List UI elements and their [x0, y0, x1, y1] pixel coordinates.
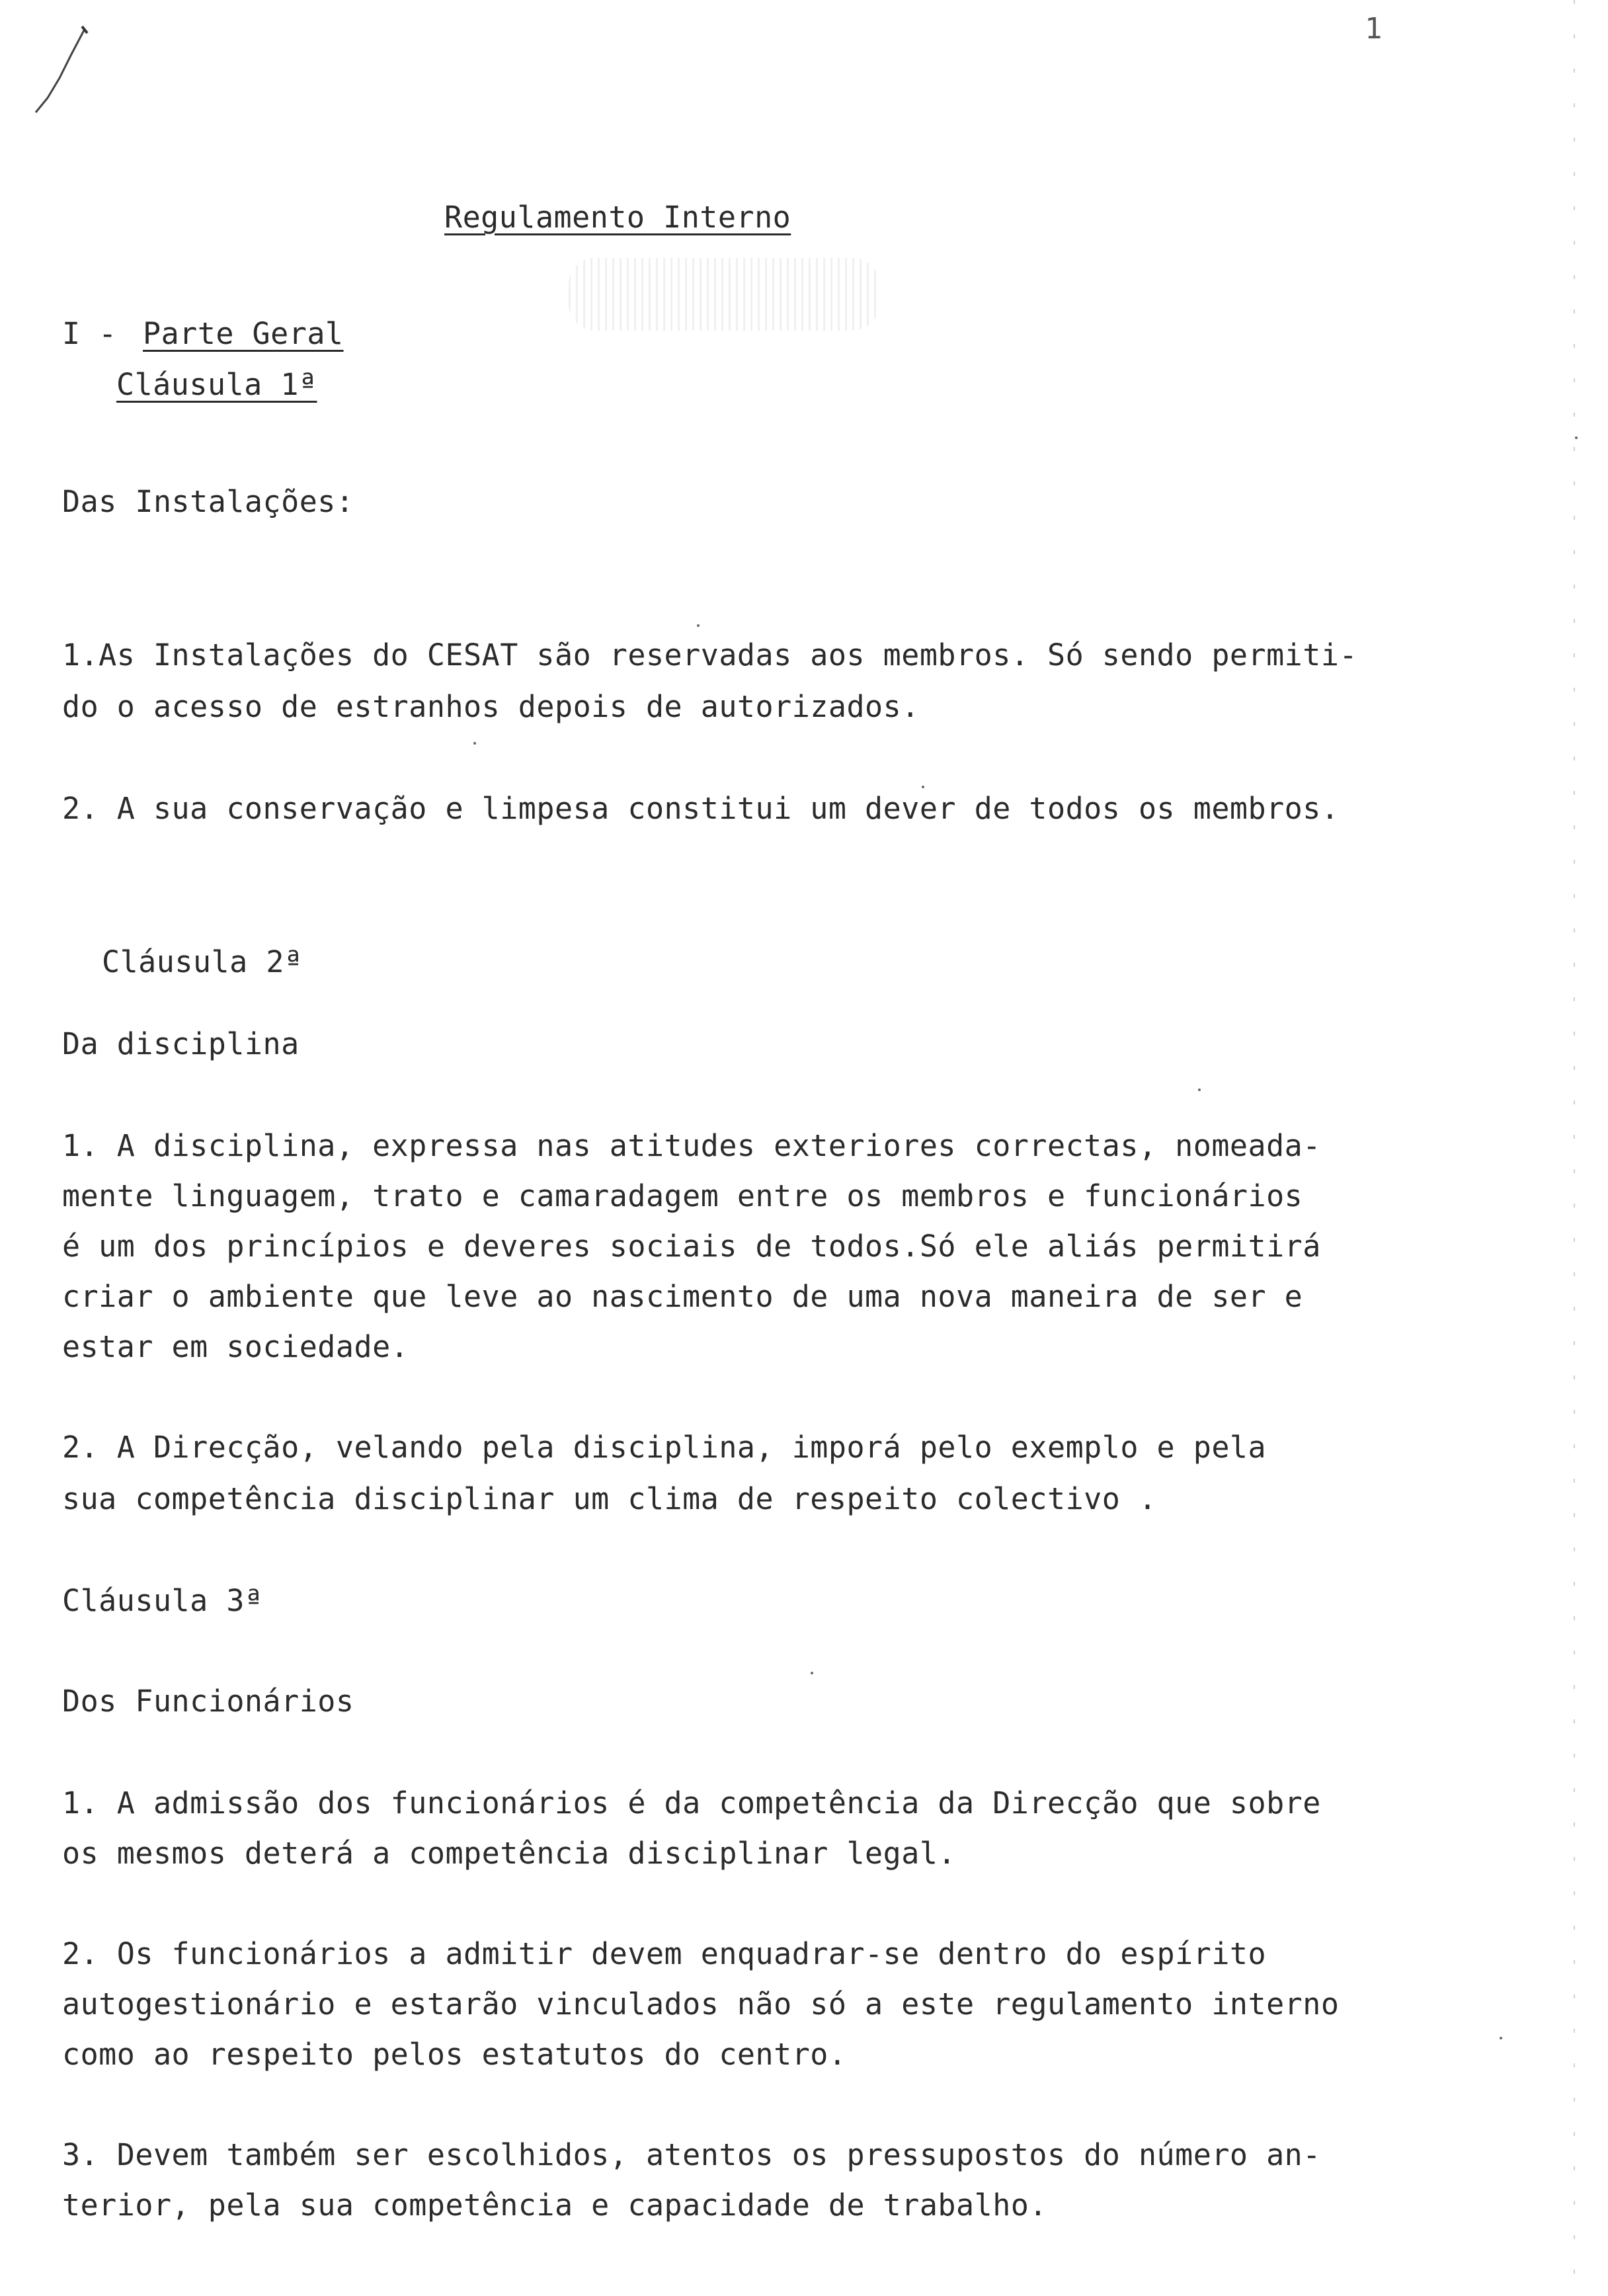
paragraph-line: é um dos princípios e deveres sociais de todos.Só ele aliás permitirá [62, 1229, 1321, 1264]
scan-edge-marks [1572, 0, 1576, 2296]
paragraph-line: autogestionário e estarão vinculados não só a este regulamento interno [62, 1987, 1340, 2022]
paragraph-line: 2. Os funcionários a admitir devem enquadrar-se dentro do espírito [62, 1936, 1267, 1971]
paragraph-line: 1. A disciplina, expressa nas atitudes exteriores correctas, nomeada- [62, 1128, 1321, 1163]
clause-3-label: Cláusula 3ª [62, 1583, 263, 1618]
speck [1500, 2037, 1502, 2039]
part-heading: Parte Geral [143, 316, 344, 351]
speck [473, 742, 476, 745]
clause-1-label: Cláusula 1ª [116, 367, 317, 402]
section-2-heading: Da disciplina [62, 1026, 300, 1061]
page-number: 1 [1365, 12, 1383, 46]
scan-smudge [569, 258, 879, 331]
section-1-heading: Das Instalações: [62, 484, 354, 519]
paragraph-line: 3. Devem também ser escolhidos, atentos os pressupostos do número an- [62, 2137, 1321, 2172]
paragraph-line: os mesmos deterá a competência disciplinar legal. [62, 1836, 957, 1871]
paragraph-line: 1.As Instalações do CESAT são reservadas aos membros. Só sendo permiti- [62, 637, 1358, 673]
part-prefix: I - [62, 316, 117, 351]
paragraph-line: mente linguagem, trato e camaradagem entre os membros e funcionários [62, 1178, 1303, 1213]
paragraph-line: 2. A sua conservação e limpesa constitui um dever de todos os membros. [62, 791, 1340, 826]
paragraph-line: criar o ambiente que leve ao nascimento de uma nova maneira de ser e [62, 1279, 1303, 1314]
document-title: Regulamento Interno [444, 200, 791, 235]
paragraph-line: 2. A Direcção, velando pela disciplina, imporá pelo exemplo e pela [62, 1430, 1267, 1465]
paragraph-line: sua competência disciplinar um clima de respeito colectivo . [62, 1481, 1157, 1516]
speck [811, 1672, 813, 1674]
paragraph-line: 1. A admissão dos funcionários é da competência da Direcção que sobre [62, 1785, 1321, 1821]
section-3-heading: Dos Funcionários [62, 1684, 354, 1719]
speck [1575, 436, 1578, 439]
pen-stroke-mark [13, 20, 93, 119]
paragraph-line: do o acesso de estranhos depois de autorizados. [62, 689, 920, 724]
speck [697, 624, 700, 627]
paragraph-line: estar em sociedade. [62, 1329, 409, 1364]
clause-2-label: Cláusula 2ª [102, 944, 303, 979]
paragraph-line: como ao respeito pelos estatutos do centro. [62, 2037, 847, 2072]
speck [1198, 1088, 1201, 1091]
paragraph-line: terior, pela sua competência e capacidade de trabalho. [62, 2188, 1047, 2223]
